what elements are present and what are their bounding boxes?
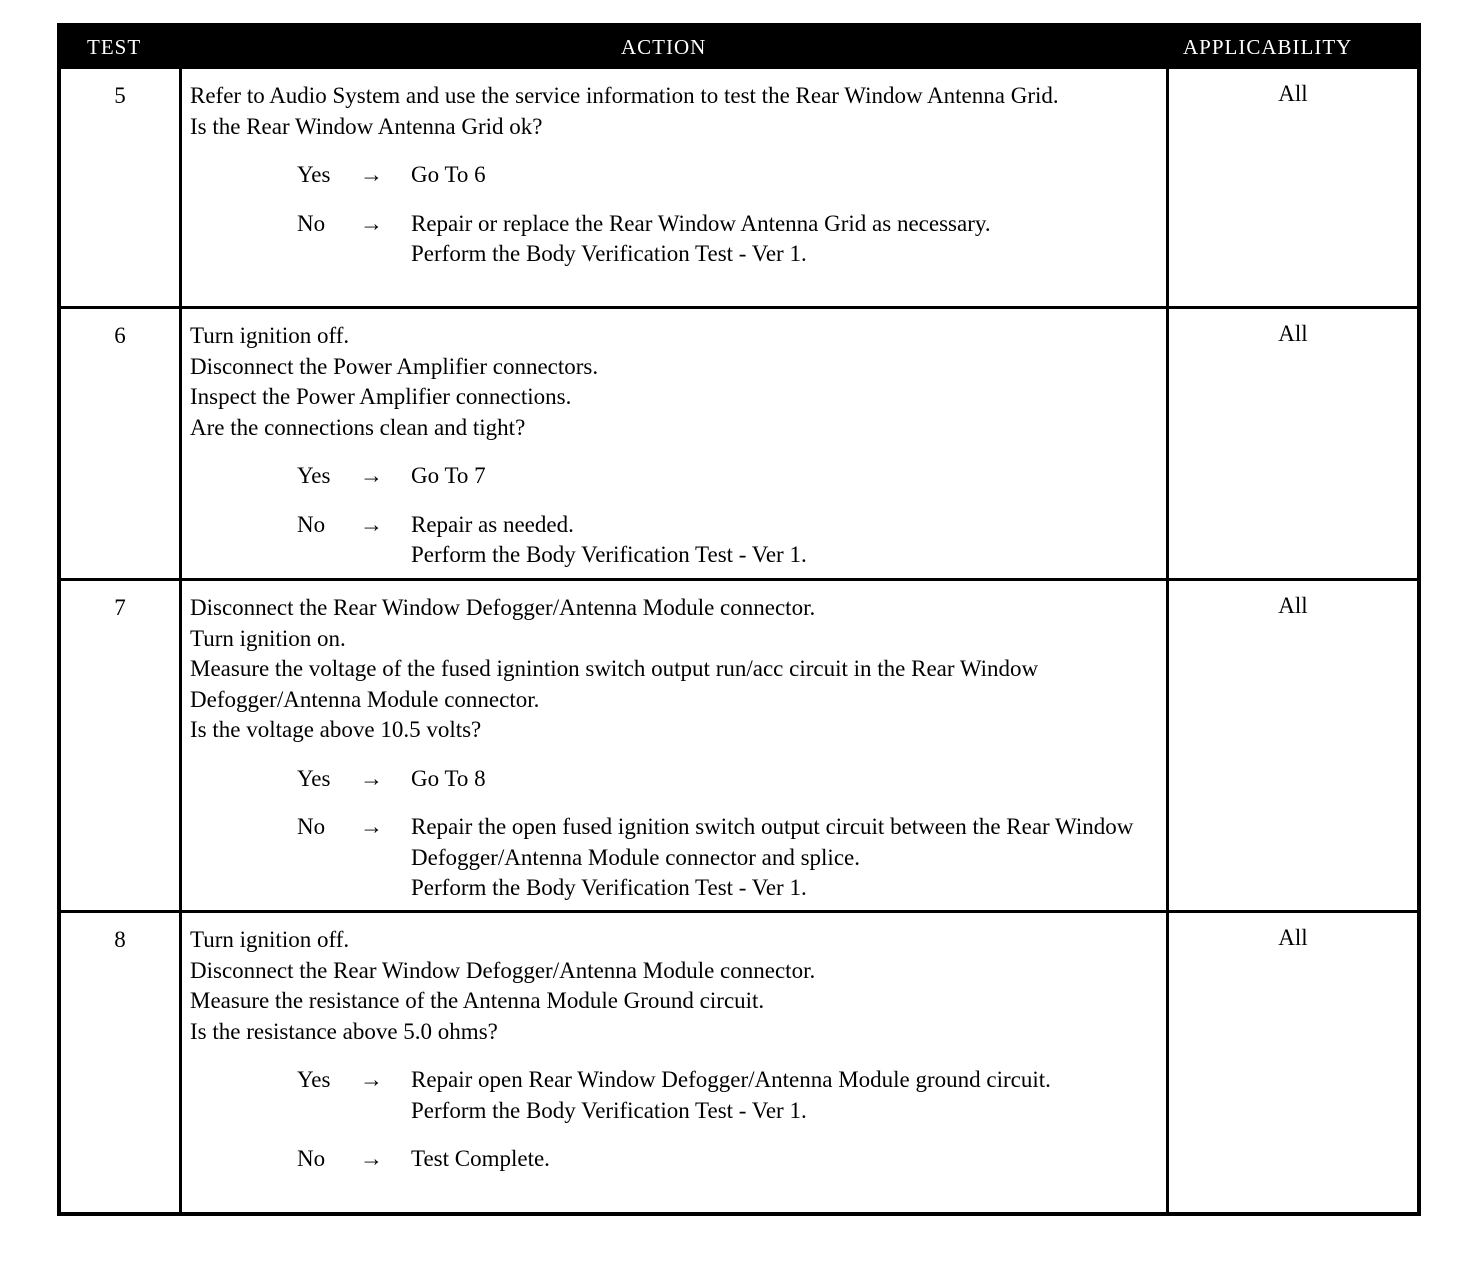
action-step: Disconnect the Rear Window Defogger/Antenna Module connector. [190,957,816,983]
no-result [411,510,1160,571]
arrow-icon: → [360,511,383,537]
yes-result [411,461,1160,492]
arrow-icon: → [360,814,383,839]
arrow-icon: → [360,765,383,791]
action-step: Are the connections clean and tight? [190,414,526,440]
result-line: Repair open Rear Window Defogger/Antenna Module ground circuit. [411,1067,1051,1092]
action-step: Turn ignition on. [190,625,346,651]
header-applicability: APPLICABILITY [1183,35,1353,59]
no-answer [190,1144,1160,1175]
no-label: No [297,210,326,236]
action-cell [190,593,1160,904]
result-line: Repair or replace the Rear Window Antenna Grid as necessary. [411,210,991,236]
result-line: Perform the Body Verification Test - Ver 1. [411,1097,807,1123]
result-line: Go To 6 [411,162,486,187]
applicability-value: All [1278,925,1308,950]
no-answer [190,510,1160,571]
result-line: Go To 7 [411,463,486,488]
no-result [411,1144,1160,1175]
yes-label: Yes [297,765,331,791]
applicability-value: All [1278,81,1308,106]
yes-answer [190,1065,1160,1126]
yes-result [411,764,1160,795]
action-step: Is the resistance above 5.0 ohms? [190,1018,498,1044]
action-cell [190,81,1160,270]
result-line: Perform the Body Verification Test - Ver 1. [411,875,807,900]
yes-label: Yes [297,463,331,488]
result-line: Test Complete. [411,1146,550,1171]
no-result [411,209,1160,270]
column-divider [1166,66,1169,1212]
action-cell [190,321,1160,571]
arrow-icon: → [360,463,383,488]
test-number: 5 [114,83,126,108]
yes-answer [190,160,1160,191]
action-step: Turn ignition off. [190,323,350,348]
yes-result [411,160,1160,191]
no-answer [190,209,1160,270]
arrow-icon: → [360,162,383,187]
table-row [61,306,1417,578]
yes-label: Yes [297,1067,331,1092]
action-step: Disconnect the Rear Window Defogger/Antenna Module connector. [190,595,816,620]
yes-answer [190,461,1160,492]
header-test: TEST [87,35,142,59]
table-row [61,66,1417,309]
table-header [61,27,1417,66]
header-action: ACTION [621,35,707,59]
action-cell [190,925,1160,1175]
no-label: No [297,814,326,839]
action-step: Refer to Audio System and use the service information to test the Rear Window Antenna Grid. [190,83,1059,108]
yes-result [411,1065,1160,1126]
yes-answer [190,764,1160,795]
arrow-icon: → [360,210,383,236]
table-row [61,910,1417,1213]
action-step: Turn ignition off. [190,927,350,952]
arrow-icon: → [360,1067,383,1092]
test-number: 7 [114,595,126,620]
no-label: No [297,511,326,537]
applicability-value: All [1278,321,1308,346]
test-number: 6 [114,323,126,348]
arrow-icon: → [360,1146,383,1171]
no-answer [190,812,1160,904]
action-step: Measure the voltage of the fused ignintion switch output run/acc circuit in the Rear Window Defogger/Antenna Module connector. [190,656,1039,712]
action-step: Is the voltage above 10.5 volts? [190,717,482,742]
yes-label: Yes [297,162,331,187]
applicability-value: All [1278,593,1308,618]
test-number: 8 [114,927,126,952]
action-step: Measure the resistance of the Antenna Module Ground circuit. [190,988,765,1013]
result-line: Perform the Body Verification Test - Ver 1. [411,542,807,567]
action-step: Inspect the Power Amplifier connections. [190,384,572,409]
result-line: Perform the Body Verification Test - Ver 1. [411,241,807,266]
action-step: Disconnect the Power Amplifier connectors. [190,353,599,379]
action-step: Is the Rear Window Antenna Grid ok? [190,113,543,139]
result-line: Repair as needed. [411,511,574,537]
table-row [61,578,1417,910]
result-line: Go To 8 [411,765,486,791]
no-label: No [297,1146,326,1171]
result-line: Repair the open fused ignition switch output circuit between the Rear Window Defogger/Antenna Module connector and splice. [411,814,1134,870]
column-divider [179,66,182,1212]
no-result [411,812,1160,904]
diagnostic-table [57,23,1421,1216]
